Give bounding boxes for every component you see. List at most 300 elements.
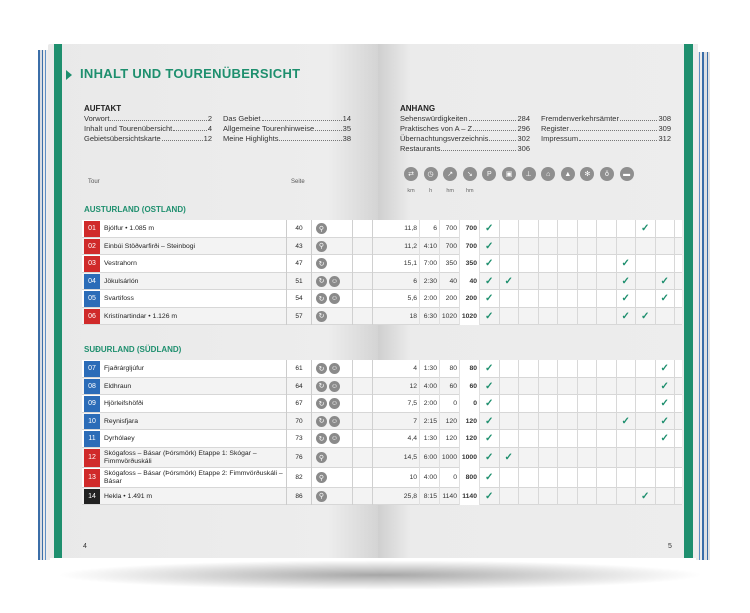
toc-leader bbox=[570, 124, 658, 131]
stat-km: 5,6 bbox=[400, 290, 420, 308]
tour-type-icons bbox=[316, 308, 327, 326]
check-icon: ✓ bbox=[636, 488, 656, 506]
empty-cell bbox=[578, 413, 598, 431]
loop-icon: ↻ bbox=[316, 398, 327, 409]
toc-leader bbox=[579, 134, 657, 141]
empty-cell bbox=[597, 308, 617, 326]
tour-name[interactable]: Vestrahorn bbox=[104, 260, 137, 267]
empty-cell bbox=[500, 360, 520, 378]
empty-cell bbox=[558, 290, 578, 308]
check-icon: ✓ bbox=[656, 413, 676, 431]
empty-cell bbox=[539, 430, 559, 448]
grid-line bbox=[352, 430, 353, 448]
check-icon: ✓ bbox=[656, 430, 676, 448]
stat-h: 4:00 bbox=[420, 378, 440, 396]
toc-label: Vorwort bbox=[84, 114, 110, 123]
unit-label: km bbox=[407, 188, 415, 194]
stat-up: 60 bbox=[440, 378, 460, 396]
tour-type-icons bbox=[316, 488, 327, 506]
parking-icon: P bbox=[482, 167, 496, 181]
tour-type-icons bbox=[316, 395, 340, 413]
anhang-list-2 bbox=[541, 114, 671, 144]
grid-line bbox=[352, 290, 353, 308]
tour-stats bbox=[400, 413, 675, 431]
tour-type-icons bbox=[316, 238, 327, 256]
toc-page: 308 bbox=[658, 114, 671, 123]
empty-cell bbox=[500, 413, 520, 431]
empty-cell bbox=[519, 273, 539, 291]
tour-name[interactable]: Skógafoss – Básar (Þórsmörk) Etappe 1: Skógar – Fimmvörðuskáli bbox=[104, 449, 257, 465]
grid-line bbox=[372, 308, 373, 326]
anhang-list-1 bbox=[400, 114, 530, 154]
grid-line bbox=[352, 255, 353, 273]
tour-name[interactable]: Einbúi Stöðvarfirði – Steinbogi bbox=[104, 242, 196, 250]
check-icon: ✓ bbox=[656, 273, 676, 291]
unit-label: h bbox=[429, 188, 433, 194]
tour-stats bbox=[400, 290, 675, 308]
tour-name[interactable]: Hekla • 1.491 m bbox=[104, 492, 153, 500]
empty-cell bbox=[597, 273, 617, 291]
empty-cell bbox=[617, 488, 637, 506]
toc-page: 284 bbox=[517, 114, 530, 123]
toc-entry[interactable] bbox=[223, 124, 351, 134]
toc-entry[interactable] bbox=[541, 124, 671, 134]
tour-stats bbox=[400, 395, 675, 413]
check-icon: ✓ bbox=[500, 273, 520, 291]
tour-page: 57 bbox=[286, 308, 312, 326]
empty-cell bbox=[558, 360, 578, 378]
empty-cell bbox=[617, 430, 637, 448]
toc-entry[interactable] bbox=[541, 134, 671, 144]
grid-line bbox=[352, 378, 353, 396]
tour-page: 51 bbox=[286, 273, 312, 291]
loop-icon: ↻ bbox=[316, 258, 327, 269]
toc-entry[interactable] bbox=[400, 144, 530, 154]
stat-down: 1020 bbox=[460, 308, 480, 326]
tour-stats bbox=[400, 308, 675, 326]
empty-cell bbox=[597, 238, 617, 256]
stat-h: 4:10 bbox=[420, 238, 440, 256]
tour-stats bbox=[400, 220, 675, 238]
toc-entry[interactable] bbox=[84, 114, 212, 124]
empty-cell bbox=[636, 238, 656, 256]
tour-page: 54 bbox=[286, 290, 312, 308]
family-icon: ☺ bbox=[330, 400, 339, 408]
tour-number: 05 bbox=[84, 291, 100, 307]
toc-entry[interactable] bbox=[84, 134, 212, 144]
family-icon: ☺ bbox=[330, 417, 339, 425]
loop-icon: ↻ bbox=[316, 293, 327, 304]
empty-cell bbox=[597, 290, 617, 308]
check-icon: ✓ bbox=[617, 273, 637, 291]
stat-h: 6:30 bbox=[420, 308, 440, 326]
empty-cell bbox=[617, 378, 637, 396]
empty-cell bbox=[617, 238, 637, 256]
toc-page: 309 bbox=[658, 124, 671, 133]
empty-cell bbox=[558, 255, 578, 273]
toc-label: Übernachtungsverzeichnis bbox=[400, 134, 489, 143]
stat-km: 4,4 bbox=[400, 430, 420, 448]
check-icon: ✓ bbox=[480, 468, 500, 488]
family-icon: ☺ bbox=[330, 277, 339, 285]
tour-stats bbox=[400, 360, 675, 378]
empty-cell bbox=[578, 238, 598, 256]
grid-line bbox=[352, 468, 353, 488]
tour-stats bbox=[400, 378, 675, 396]
toc-leader bbox=[620, 114, 658, 121]
region-heading: SUÐURLAND (SÜDLAND) bbox=[84, 345, 182, 354]
stat-km: 12 bbox=[400, 378, 420, 396]
check-icon: ✓ bbox=[480, 290, 500, 308]
empty-cell bbox=[578, 255, 598, 273]
toc-leader bbox=[469, 114, 517, 121]
empty-cell bbox=[617, 448, 637, 468]
empty-cell bbox=[578, 220, 598, 238]
tour-type-icons bbox=[316, 413, 340, 431]
toc-leader bbox=[441, 144, 516, 151]
empty-cell bbox=[519, 360, 539, 378]
toc-leader bbox=[489, 134, 516, 141]
toc-page: 296 bbox=[517, 124, 530, 133]
empty-cell bbox=[597, 378, 617, 396]
tour-page: 47 bbox=[286, 255, 312, 273]
tour-name[interactable]: Dyrhólaey bbox=[104, 435, 135, 442]
descent-icon: ↘ bbox=[463, 167, 477, 181]
stat-h: 8:15 bbox=[420, 488, 440, 506]
empty-cell bbox=[636, 430, 656, 448]
empty-cell bbox=[558, 378, 578, 396]
empty-cell bbox=[539, 488, 559, 506]
grid-line bbox=[352, 360, 353, 378]
empty-cell bbox=[519, 378, 539, 396]
empty-cell bbox=[636, 273, 656, 291]
tour-stats bbox=[400, 238, 675, 256]
book-edge-right bbox=[696, 52, 710, 560]
empty-cell bbox=[558, 413, 578, 431]
empty-cell bbox=[539, 273, 559, 291]
check-icon: ✓ bbox=[480, 430, 500, 448]
check-icon: ✓ bbox=[480, 378, 500, 396]
toc-entry[interactable] bbox=[400, 134, 530, 144]
signpost-icon: ⇄ bbox=[404, 167, 418, 181]
toc-page: 14 bbox=[342, 114, 351, 123]
tour-number: 03 bbox=[84, 256, 100, 272]
toc-page: 4 bbox=[207, 124, 212, 133]
tour-page: 70 bbox=[286, 413, 312, 431]
stat-up: 350 bbox=[440, 255, 460, 273]
toc-label: Meine Highlights bbox=[223, 134, 279, 143]
empty-cell bbox=[578, 395, 598, 413]
grid-line bbox=[372, 448, 373, 468]
stat-up: 0 bbox=[440, 468, 460, 488]
tour-number: 02 bbox=[84, 239, 100, 255]
toc-leader bbox=[473, 124, 516, 131]
tour-number: 08 bbox=[84, 379, 100, 395]
stat-h: 1:30 bbox=[420, 430, 440, 448]
toc-entry[interactable] bbox=[541, 114, 671, 124]
stat-h: 2:00 bbox=[420, 395, 440, 413]
stat-km: 7 bbox=[400, 413, 420, 431]
empty-cell bbox=[519, 308, 539, 326]
toc-page: 12 bbox=[203, 134, 212, 143]
check-icon: ✓ bbox=[480, 220, 500, 238]
car-icon: ▬ bbox=[620, 167, 634, 181]
empty-cell bbox=[597, 220, 617, 238]
loop-icon: ↻ bbox=[316, 416, 327, 427]
grid-line bbox=[352, 308, 353, 326]
empty-cell bbox=[558, 308, 578, 326]
toc-leader bbox=[262, 114, 342, 121]
clock-icon: ◷ bbox=[424, 167, 438, 181]
toc-label: Impressum bbox=[541, 134, 579, 143]
empty-cell bbox=[500, 468, 520, 488]
toc-page: 35 bbox=[342, 124, 351, 133]
grid-line bbox=[352, 238, 353, 256]
toc-label: Gebietsübersichtskarte bbox=[84, 134, 161, 143]
loop-icon: ↻ bbox=[316, 276, 327, 287]
unit-label: hm bbox=[446, 188, 454, 194]
grid-line bbox=[372, 488, 373, 506]
toc-label: Restaurants bbox=[400, 144, 441, 153]
tour-name[interactable]: Kristínartindar • 1.126 m bbox=[104, 312, 178, 320]
bike-icon: ǒ bbox=[600, 167, 614, 181]
empty-cell bbox=[597, 395, 617, 413]
check-icon: ✓ bbox=[480, 360, 500, 378]
tour-page: 64 bbox=[286, 378, 312, 396]
check-icon: ✓ bbox=[480, 448, 500, 468]
tour-number: 13 bbox=[84, 469, 100, 487]
tour-number: 04 bbox=[84, 274, 100, 290]
stat-h: 1:30 bbox=[420, 360, 440, 378]
green-strip-left bbox=[54, 44, 62, 558]
empty-cell bbox=[656, 468, 676, 488]
empty-cell bbox=[617, 395, 637, 413]
stat-km: 6 bbox=[400, 273, 420, 291]
tour-stats bbox=[400, 488, 675, 506]
toc-page: 38 bbox=[342, 134, 351, 143]
grid-line bbox=[352, 220, 353, 238]
grid-line bbox=[372, 430, 373, 448]
empty-cell bbox=[558, 238, 578, 256]
empty-cell bbox=[558, 220, 578, 238]
stat-up: 200 bbox=[440, 290, 460, 308]
grid-line bbox=[352, 395, 353, 413]
stat-down: 700 bbox=[460, 220, 480, 238]
tour-name[interactable]: Fjaðrárgljúfur bbox=[104, 365, 145, 372]
empty-cell bbox=[519, 290, 539, 308]
empty-cell bbox=[500, 488, 520, 506]
empty-cell bbox=[636, 255, 656, 273]
empty-cell bbox=[539, 468, 559, 488]
hut-icon: ⌂ bbox=[541, 167, 555, 181]
grid-line bbox=[352, 273, 353, 291]
tour-page: 76 bbox=[286, 448, 312, 468]
empty-cell bbox=[617, 468, 637, 488]
check-icon: ✓ bbox=[617, 308, 637, 326]
empty-cell bbox=[597, 468, 617, 488]
check-icon: ✓ bbox=[480, 488, 500, 506]
check-icon: ✓ bbox=[480, 238, 500, 256]
empty-cell bbox=[539, 413, 559, 431]
stat-km: 7,5 bbox=[400, 395, 420, 413]
toc-page: 306 bbox=[517, 144, 530, 153]
stat-km: 11,8 bbox=[400, 220, 420, 238]
empty-cell bbox=[539, 360, 559, 378]
stat-down: 0 bbox=[460, 395, 480, 413]
tour-type-icons bbox=[316, 468, 327, 488]
check-icon: ✓ bbox=[656, 290, 676, 308]
toc-entry[interactable] bbox=[223, 114, 351, 124]
tour-type-icons bbox=[316, 448, 327, 468]
tour-number: 01 bbox=[84, 221, 100, 237]
tour-name[interactable]: Skógafoss – Básar (Þórsmörk) Etappe 2: Fimmvörðuskáli – Básar bbox=[104, 469, 283, 485]
stat-up: 0 bbox=[440, 395, 460, 413]
stat-h: 6:00 bbox=[420, 448, 440, 468]
tour-name[interactable]: Bjólfur • 1.085 m bbox=[104, 225, 154, 232]
empty-cell bbox=[558, 448, 578, 468]
check-icon: ✓ bbox=[500, 448, 520, 468]
empty-cell bbox=[578, 308, 598, 326]
empty-cell bbox=[539, 448, 559, 468]
empty-cell bbox=[539, 255, 559, 273]
empty-cell bbox=[519, 468, 539, 488]
tour-page: 73 bbox=[286, 430, 312, 448]
check-icon: ✓ bbox=[480, 255, 500, 273]
auftakt-heading: AUFTAKT bbox=[84, 104, 122, 113]
ascent-icon: ↗ bbox=[443, 167, 457, 181]
empty-cell bbox=[539, 238, 559, 256]
hiker-icon: ⚲ bbox=[316, 491, 327, 502]
tour-page: 43 bbox=[286, 238, 312, 256]
stat-up: 40 bbox=[440, 273, 460, 291]
empty-cell bbox=[578, 378, 598, 396]
grid-line bbox=[372, 290, 373, 308]
family-icon: ☺ bbox=[330, 295, 339, 303]
stat-h: 7:00 bbox=[420, 255, 440, 273]
grid-line bbox=[352, 488, 353, 506]
check-icon: ✓ bbox=[656, 360, 676, 378]
grid-line bbox=[352, 413, 353, 431]
toc-label: Fremdenverkehrsämter bbox=[541, 114, 619, 123]
empty-cell bbox=[539, 378, 559, 396]
empty-cell bbox=[656, 488, 676, 506]
empty-cell bbox=[539, 220, 559, 238]
tour-name[interactable]: Reynisfjara bbox=[104, 417, 138, 425]
grid-line bbox=[372, 238, 373, 256]
grid-line bbox=[352, 448, 353, 468]
empty-cell bbox=[558, 468, 578, 488]
tour-name[interactable]: Jökulsárlón bbox=[104, 277, 139, 285]
toc-label: Allgemeine Tourenhinweise bbox=[223, 124, 315, 133]
stat-up: 700 bbox=[440, 220, 460, 238]
tour-name[interactable]: Hjörleifshöfði bbox=[104, 400, 144, 407]
family-icon: ☺ bbox=[330, 382, 339, 390]
empty-cell bbox=[636, 468, 656, 488]
empty-cell bbox=[597, 255, 617, 273]
toc-entry[interactable] bbox=[400, 114, 530, 124]
empty-cell bbox=[519, 220, 539, 238]
stat-up: 1140 bbox=[440, 488, 460, 506]
hiker-icon: ⚲ bbox=[316, 452, 327, 463]
stat-up: 80 bbox=[440, 360, 460, 378]
tour-number: 09 bbox=[84, 396, 100, 412]
empty-cell bbox=[519, 395, 539, 413]
tour-column-header: Tour bbox=[88, 179, 100, 185]
empty-cell bbox=[656, 308, 676, 326]
empty-cell bbox=[578, 488, 598, 506]
grid-line bbox=[372, 220, 373, 238]
toc-entry[interactable] bbox=[400, 124, 530, 134]
tour-page: 82 bbox=[286, 468, 312, 488]
tour-stats bbox=[400, 468, 675, 488]
check-icon: ✓ bbox=[636, 220, 656, 238]
stat-down: 120 bbox=[460, 430, 480, 448]
loop-icon: ↻ bbox=[316, 381, 327, 392]
hiker-icon: ⚲ bbox=[316, 472, 327, 483]
tour-type-icons bbox=[316, 290, 340, 308]
tour-name[interactable]: Eldhraun bbox=[104, 382, 132, 390]
auftakt-list-1 bbox=[84, 114, 212, 144]
check-icon: ✓ bbox=[480, 413, 500, 431]
stat-h: 2:00 bbox=[420, 290, 440, 308]
summit-icon: ▲ bbox=[561, 167, 575, 181]
auftakt-list-2 bbox=[223, 114, 351, 144]
tour-stats bbox=[400, 255, 675, 273]
page-column-header: Seite bbox=[291, 179, 305, 185]
tour-type-icons bbox=[316, 430, 340, 448]
stat-down: 120 bbox=[460, 413, 480, 431]
bus-icon: ▣ bbox=[502, 167, 516, 181]
grid-line bbox=[372, 255, 373, 273]
empty-cell bbox=[636, 290, 656, 308]
toc-entry[interactable] bbox=[84, 124, 212, 134]
empty-cell bbox=[617, 220, 637, 238]
stat-km: 18 bbox=[400, 308, 420, 326]
green-strip-right bbox=[684, 44, 693, 558]
toc-label: Inhalt und Tourenübersicht bbox=[84, 124, 173, 133]
tour-number: 10 bbox=[84, 414, 100, 430]
check-icon: ✓ bbox=[636, 308, 656, 326]
toc-leader bbox=[173, 124, 207, 131]
empty-cell bbox=[539, 308, 559, 326]
empty-cell bbox=[500, 220, 520, 238]
stat-down: 80 bbox=[460, 360, 480, 378]
grid-line bbox=[372, 468, 373, 488]
stat-up: 120 bbox=[440, 413, 460, 431]
stat-up: 120 bbox=[440, 430, 460, 448]
tour-type-icons bbox=[316, 255, 327, 273]
empty-cell bbox=[578, 430, 598, 448]
restaurant-icon: ⊥ bbox=[522, 167, 536, 181]
tour-name[interactable]: Svartifoss bbox=[104, 295, 134, 302]
stat-up: 1000 bbox=[440, 448, 460, 468]
toc-label: Das Gebiet bbox=[223, 114, 261, 123]
stat-down: 1000 bbox=[460, 448, 480, 468]
empty-cell bbox=[597, 448, 617, 468]
empty-cell bbox=[519, 430, 539, 448]
empty-cell bbox=[500, 308, 520, 326]
tour-type-icons bbox=[316, 273, 340, 291]
grid-line bbox=[372, 360, 373, 378]
empty-cell bbox=[597, 413, 617, 431]
hiker-icon: ⚲ bbox=[316, 241, 327, 252]
tour-type-icons bbox=[316, 360, 340, 378]
page-title: INHALT UND TOURENÜBERSICHT bbox=[80, 66, 301, 81]
toc-page: 312 bbox=[658, 134, 671, 143]
empty-cell bbox=[597, 360, 617, 378]
toc-entry[interactable] bbox=[223, 134, 351, 144]
empty-cell bbox=[636, 395, 656, 413]
